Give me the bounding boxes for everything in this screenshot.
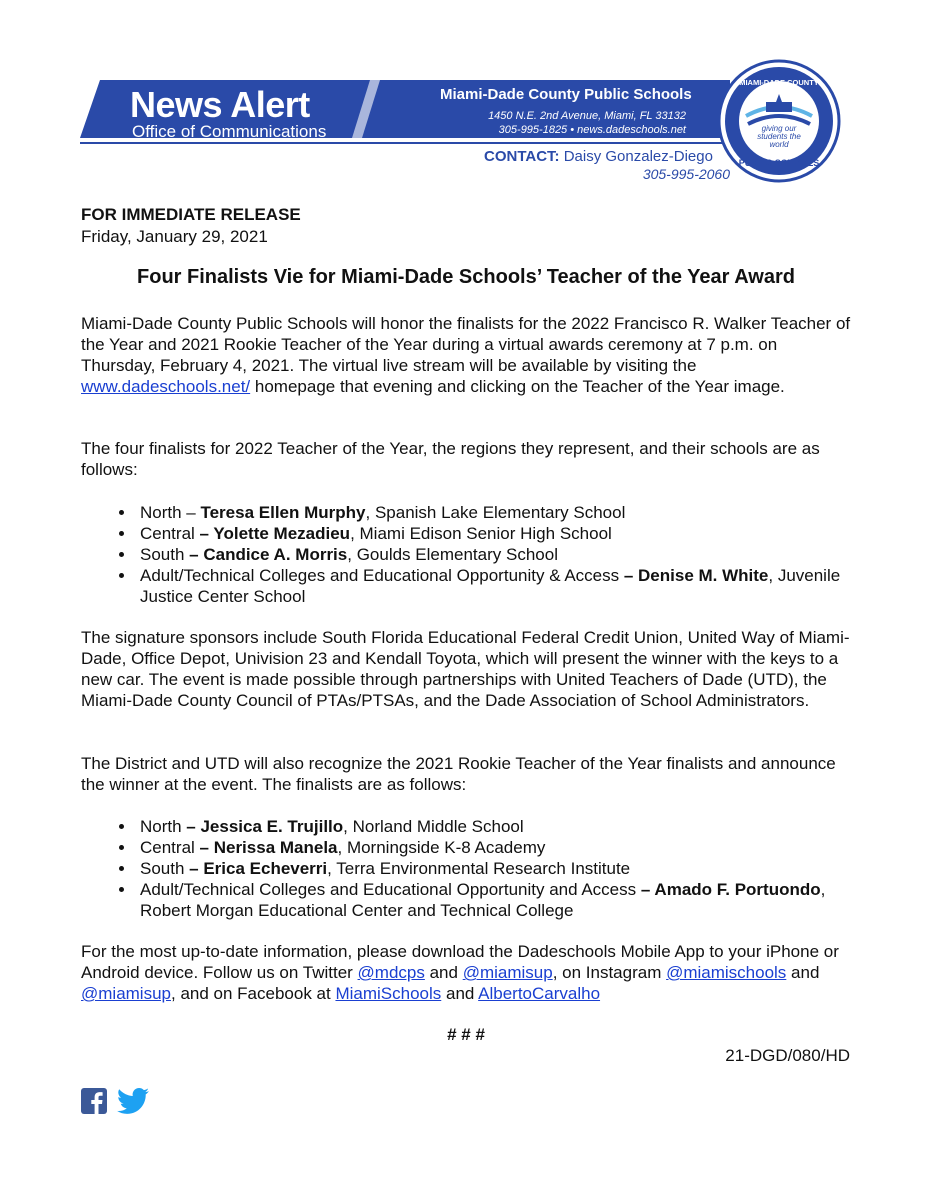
twitter-mdcps-link[interactable]: @mdcps	[357, 963, 425, 982]
contact-line	[484, 148, 713, 165]
social-text: For the most up-to-date information, please download the Dadeschools Mobile App to your iPhone or Android device. Follow us on Twitter	[81, 942, 839, 982]
finalist-school: , Spanish Lake Elementary School	[365, 503, 626, 522]
list-item	[136, 523, 876, 544]
social-text: and	[424, 963, 463, 982]
finalist-school: , Juvenile Justice Center School	[140, 566, 841, 606]
finalist-region: Central	[140, 838, 200, 857]
seal-slogan: giving our students the world	[757, 124, 801, 149]
facebook-icon[interactable]	[81, 1088, 107, 1114]
finalist-school: , Robert Morgan Educational Center and Technical College	[140, 880, 826, 920]
list-item	[136, 837, 876, 858]
org-name: Miami-Dade County Public Schools	[440, 86, 692, 103]
instagram-miamischools-link[interactable]: @miamischools	[666, 963, 787, 982]
social-text: and	[786, 963, 820, 982]
intro-paragraph	[81, 313, 851, 397]
social-text: , on Instagram	[552, 963, 667, 982]
headline: Four Finalists Vie for Miami-Dade Schools’ Teacher of the Year Award	[137, 266, 795, 288]
list-item	[136, 816, 876, 837]
finalist-school: , Goulds Elementary School	[347, 545, 558, 564]
finalist-region: North –	[140, 503, 201, 522]
social-text: , and on Facebook at	[171, 984, 336, 1003]
list-item	[136, 879, 876, 921]
finalist-region: Adult/Technical Colleges and Educational Opportunity and Access	[140, 880, 641, 899]
finalist-region: North	[140, 817, 187, 836]
finalist-region: Central	[140, 524, 200, 543]
finalist-region: South	[140, 859, 190, 878]
finalist-name: – Denise M. White	[623, 566, 769, 585]
office-subtitle: Office of Communications	[132, 122, 327, 141]
contact-phone: 305-995-2060	[642, 166, 730, 182]
finalist-name: – Erica Echeverri	[189, 859, 328, 878]
finalist-school: , Morningside K-8 Academy	[337, 838, 546, 857]
finalist-region: Adult/Technical Colleges and Educational Opportunity & Access	[140, 566, 624, 585]
twitter-miamisup-link[interactable]: @miamisup	[462, 963, 553, 982]
finalist-school: , Terra Environmental Research Institute	[327, 859, 631, 878]
finalist-name: – Yolette Mezadieu	[199, 524, 351, 543]
finalist-name: – Candice A. Morris	[189, 545, 348, 564]
finalist-name: – Jessica E. Trujillo	[186, 817, 344, 836]
intro-text-before: Miami-Dade County Public Schools will honor the finalists for the 2022 Francisco R. Walker Teacher of the Year and 2021 Rookie Teacher of the Year during a virtual awards ceremony at 7 p.m. on Thursday, February 4, 2021. The virtual live stream will be available by visiting the	[81, 314, 851, 375]
list-item	[136, 858, 876, 879]
twitter-icon[interactable]	[117, 1088, 149, 1114]
finalist-school: , Norland Middle School	[343, 817, 524, 836]
instagram-miamisup-link[interactable]: @miamisup	[81, 984, 171, 1003]
seal-top-text: MIAMI-DADE COUNTY	[739, 78, 819, 87]
list-item	[136, 565, 876, 607]
news-alert-title: News Alert	[130, 84, 310, 125]
rookie-finalists-intro: The District and UTD will also recognize the 2021 Rookie Teacher of the Year finalists and announce the winner at the event. The finalists are as follows:	[81, 754, 836, 794]
sponsors-paragraph: The signature sponsors include South Florida Educational Federal Credit Union, United Way of Miami-Dade, Office Depot, Univision 23 and Kendall Toyota, which will present the winner with the keys to a new car. The event is made possible through partnerships with United Teachers of Dade (UTD), the Miami-Dade County Council of PTAs/PTSAs, and the Dade Association of School Administrators.	[81, 628, 850, 710]
list-item	[136, 544, 876, 565]
release-date: Friday, January 29, 2021	[81, 227, 268, 246]
facebook-albertocarvalho-link[interactable]: AlbertoCarvalho	[478, 984, 601, 1003]
teacher-finalists-intro: The four finalists for 2022 Teacher of the Year, the regions they represent, and their schools are as follows:	[81, 439, 820, 479]
finalist-school: , Miami Edison Senior High School	[350, 524, 612, 543]
teacher-finalists-list	[110, 502, 876, 607]
org-phone-web: 305-995-1825 • news.dadeschools.net	[498, 124, 686, 136]
intro-text-after: homepage that evening and clicking on the Teacher of the Year image.	[250, 377, 785, 396]
social-text: and	[441, 984, 479, 1003]
release-label: FOR IMMEDIATE RELEASE	[81, 205, 301, 224]
contact-label: CONTACT:	[484, 148, 560, 165]
dadeschools-link[interactable]: www.dadeschools.net/	[81, 377, 251, 396]
finalist-name: – Amado F. Portuondo	[640, 880, 821, 899]
social-paragraph	[81, 941, 851, 1004]
finalist-name: Teresa Ellen Murphy	[200, 503, 366, 522]
finalist-name: – Nerissa Manela	[199, 838, 338, 857]
end-marks: # # #	[447, 1025, 485, 1044]
seal-bottom-text: PUBLIC SCHOOLS	[738, 158, 820, 168]
finalist-region: South	[140, 545, 190, 564]
release-code: 21-DGD/080/HD	[725, 1046, 850, 1065]
list-item	[136, 502, 876, 523]
facebook-miamischools-link[interactable]: MiamiSchools	[335, 984, 442, 1003]
contact-name: Daisy Gonzalez-Diego	[563, 148, 713, 165]
org-address: 1450 N.E. 2nd Avenue, Miami, FL 33132	[488, 110, 686, 122]
rookie-finalists-list	[110, 816, 876, 921]
